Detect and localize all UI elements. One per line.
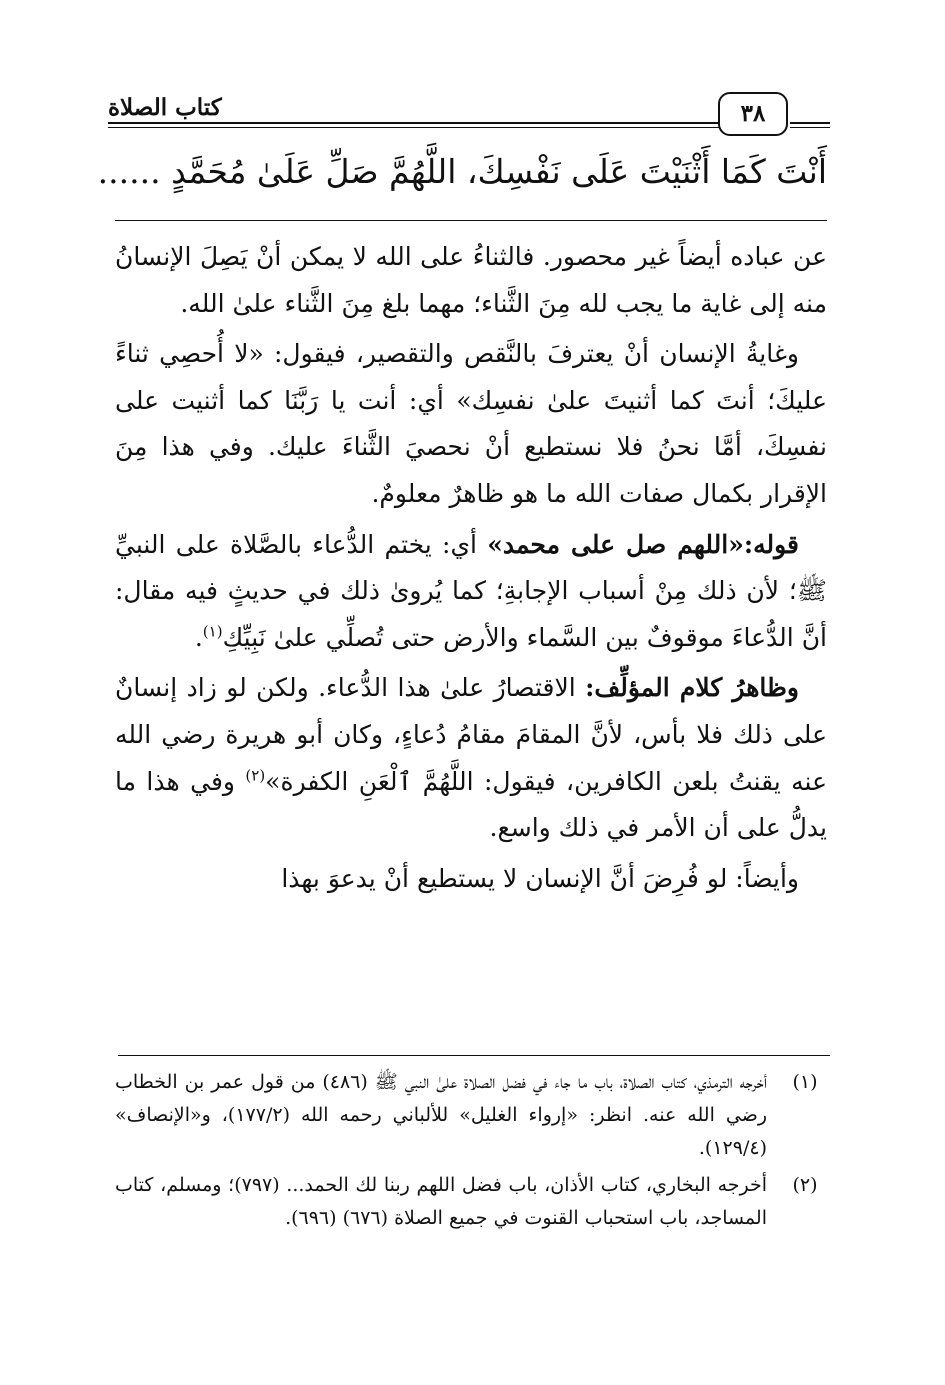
paragraph-tail: وفي هذا ما يدلُّ على أن الأمر في ذلك واسع. [115, 766, 827, 843]
footnotes [115, 1066, 827, 1239]
page-number: ٣٨ [718, 92, 788, 136]
footnote-text: أخرجه البخاري، كتاب الأذان، باب فضل اللهم ربنا لك الحمد... (٧٩٧)؛ ومسلم، كتاب المساجد، باب استحباب القنوت في جميع الصلاة (٦٧٦) (٦٩٦). [115, 1174, 768, 1229]
paragraph-lead: وظاهرُ كلام المؤلِّف: [585, 673, 799, 703]
header-rule-thin [108, 127, 728, 128]
hadith-text: أَنْتَ كَمَا أَثْنَيْتَ عَلَى نَفْسِكَ، اللَّهُمَّ صَلِّ عَلَىٰ مُحَمَّدٍ ...... [97, 152, 827, 191]
footnote-2 [115, 1169, 827, 1235]
paragraph-lead-quote: «اللهم صل على محمد» [487, 529, 744, 559]
paragraph-5: وأيضاً: لو فُرِضَ أنَّ الإنسان لا يستطيع أنْ يدعوَ بهذا [281, 863, 799, 893]
paragraph-3 [115, 522, 827, 662]
paragraph-tail: . [194, 622, 203, 652]
footnote-ref-2[interactable]: (٢) [245, 766, 266, 785]
paragraph-2: وغايةُ الإنسان أنْ يعترفَ بالنَّقص والتقصير، فيقول: «لا أُحصِي ثناءً عليكَ؛ أنتَ كما أثنيتَ علىٰ نفسِك» أي: أنت يا رَبَّنَا كما أثنيت على نفسِكَ، أمَّا نحنُ فلا نستطيع أنْ نحصيَ الثَّناءَ عليك. وفي هذا مِنَ الإقرار بكمال صفات الله ما هو ظاهرٌ معلومٌ. [115, 339, 827, 508]
paragraph-body: الاقتصارُ علىٰ هذا الدُّعاء. ولكن لو زاد إنسانٌ على ذلك فلا بأس، لأنَّ المقامَ مقامُ دُعاءٍ، وكان أبو هريرة رضي الله عنه يقنتُ بلعن الكافرين، فيقول: اللَّهُمَّ ٱلْعَنِ الكفرة» [115, 673, 827, 796]
paragraph-body: أي: يختم الدُّعاء بالصَّلاة على النبيِّ ﷺ؛ لأن ذلك مِنْ أسباب الإجابةِ؛ كما يُروىٰ ذلك في حديثٍ فيه مقال: أنَّ الدُّعاءَ موقوفٌ بين السَّماء والأرض حتى تُصلِّي علىٰ نَبِيِّكِ [115, 529, 827, 652]
paragraph-lead: قوله: [743, 529, 799, 559]
body-text [115, 234, 827, 902]
header-rule-right [790, 122, 830, 124]
paragraph-1: عن عباده أيضاً غير محصور. فالثناءُ على الله لا يمكن أنْ يَصِلَ الإنسانُ منه إلى غاية ما يجب لله مِنَ الثَّناء؛ مهما بلغ مِنَ الثَّناء علىٰ الله. [115, 242, 827, 318]
paragraph-4 [115, 665, 827, 851]
footnote-text: أخرجه الترمذي، كتاب الصلاة، باب ما جاء في فضل الصلاة علىٰ النبي ﷺ (٤٨٦) من قول عمر بن الخطاب رضي الله عنه. انظر: «إرواء الغليل» للألباني رحمه الله (١٧٧/٢)، و«الإنصاف» (١٢٩/٤). [115, 1071, 767, 1159]
page-header [108, 92, 830, 138]
footnote-1 [115, 1066, 827, 1165]
footnote-ref-1[interactable]: (١) [202, 622, 223, 641]
header-rule [108, 122, 728, 124]
book-title: كتاب الصلاة [108, 94, 222, 121]
header-rule-right-thin [790, 127, 830, 128]
footnote-number: (٢) [792, 1174, 818, 1196]
footnote-rule [118, 1055, 830, 1056]
footnote-number: (١) [792, 1071, 818, 1093]
hadith-rule [115, 220, 827, 221]
